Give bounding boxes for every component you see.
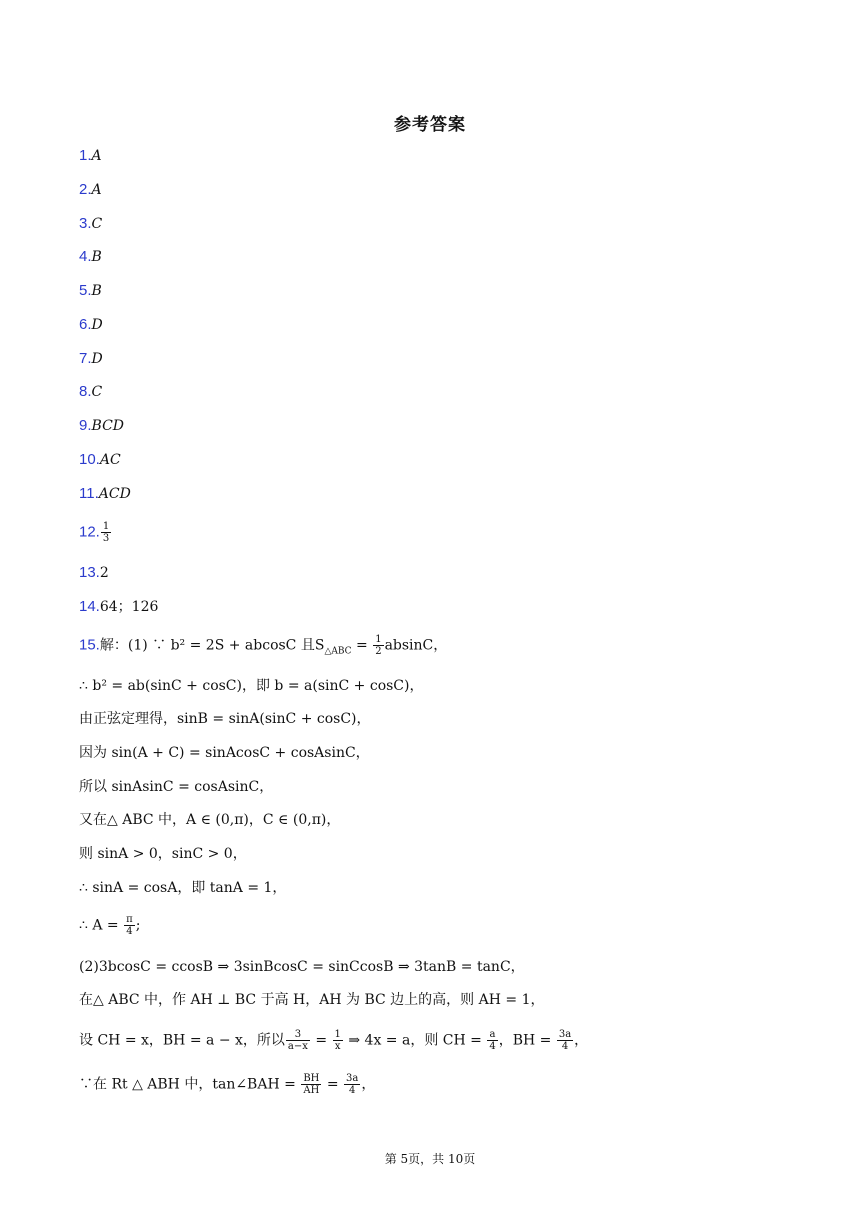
answer-item: 2.A (79, 181, 102, 198)
fraction: $\frac{1}{3}$ (102, 521, 110, 544)
solution-line: 因为 sin(A + C) = sinAcosC + cosAsinC， (79, 745, 370, 761)
solution-line: 15.解：(1) ∵ b² = 2S + abcosC 且$S_{\triangle ABC}$ = $\frac{1}{2}$ absinC， (79, 634, 448, 657)
solution-line: ∴ sinA = cosA，即 tanA = 1， (79, 880, 287, 896)
answer-item: 11.ACD (79, 485, 131, 502)
answer-item: 3.C (79, 215, 103, 232)
answer-item: 1.A (79, 147, 102, 164)
solution-line: (2)3bcosC = ccosB ⇒ 3sinBcosC = sinCcosB ⇒ 3tanB = tanC， (79, 959, 525, 975)
answer-item: 5.B (79, 282, 102, 299)
solution-line: 所以 sinAsinC = cosAsinC， (79, 779, 274, 795)
answer-item: 10.AC (79, 451, 121, 468)
page-title: 参考答案 (394, 115, 466, 135)
answer-item: 13.2 (79, 564, 109, 581)
page-footer: 第 5页，共 10页 (384, 1152, 476, 1166)
solution-line: 则 sinA > 0，sinC > 0， (79, 846, 247, 862)
answer-item: 9.BCD (79, 417, 124, 434)
answer-item: 14.64；126 (79, 598, 159, 615)
solution-line: ∴ b² = ab(sinC + cosC)，即 b = a(sinC + cosC)， (79, 678, 424, 694)
solution-line: 又在△ ABC 中，A ∈ (0,π)，C ∈ (0,π)， (79, 812, 341, 828)
answer-item: 8.C (79, 383, 103, 400)
solution-line: 设 CH = x，BH = a − x，所以 $\frac{3}{a-x}$ = $\frac{1}{x}$ ⇒ 4x = a，则 CH = $\frac{a}{4}$ ，BH = $\frac{3a}{4}$ ， (79, 1029, 589, 1052)
solution-line: ∴ A = $\frac{\pi}{4}$ ; (79, 914, 141, 937)
answer-item: 12. $\frac{1}{3}$ (79, 521, 110, 544)
solution-line: 由正弦定理得，sinB = sinA(sinC + cosC)， (79, 711, 371, 727)
solution-line: 在△ ABC 中，作 AH ⊥ BC 于高 H，AH 为 BC 边上的高，则 AH = 1， (79, 992, 545, 1008)
solution-line: ∵在 Rt △ ABH 中，tan∠BAH = $\frac{BH}{AH}$ = $\frac{3a}{4}$ ， (79, 1073, 376, 1096)
answer-item: 4.B (79, 248, 102, 265)
answer-item: 6.D (79, 316, 103, 333)
answer-item: 7.D (79, 350, 103, 367)
